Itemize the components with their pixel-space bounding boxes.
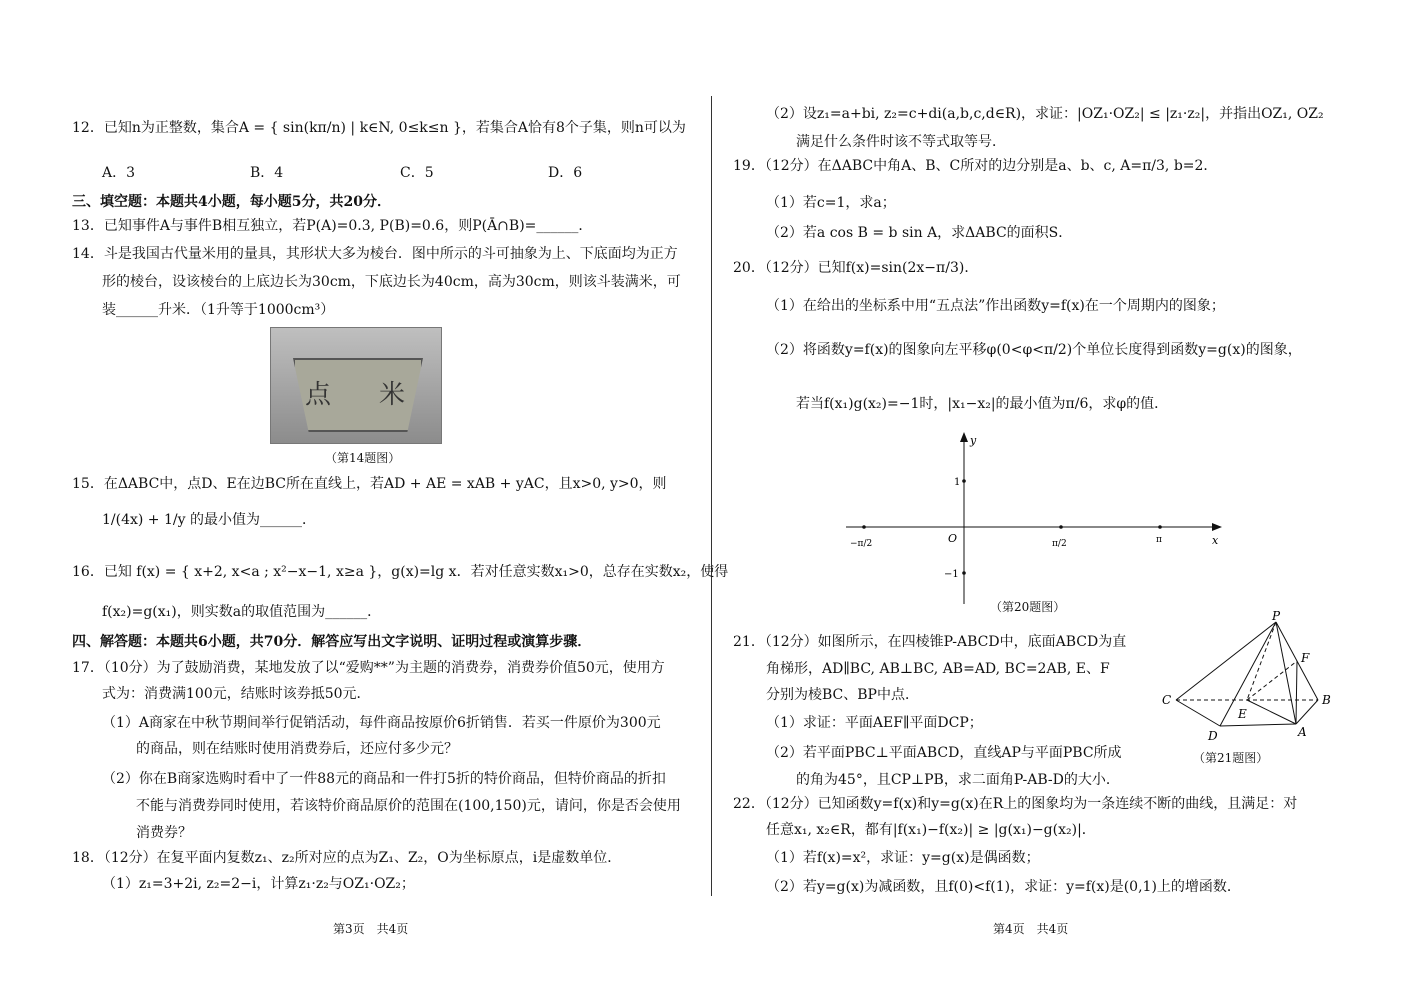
label-c: C — [1162, 693, 1172, 707]
section-3-heading: 三、填空题：本题共4小题，每小题5分，共20分． — [72, 194, 391, 210]
question-20-part1: （1）在给出的坐标系中用“五点法”作出函数y=f(x)在一个周期内的图象； — [766, 298, 1225, 314]
x-axis-arrow — [1212, 523, 1222, 531]
question-12: 12．已知n为正整数，集合A = { sin(kπ/n) | k∈N, 0≤k≤n }，若集合A恰有8个子集，则n可以为 — [72, 120, 686, 136]
dou-measure-photo — [270, 327, 442, 444]
question-17-part2-end: 消费券？ — [136, 825, 192, 841]
page-number-left: 第3页 共4页 — [333, 922, 409, 936]
edge-cd — [1176, 700, 1220, 726]
label-b: B — [1322, 693, 1331, 707]
edge-ab — [1296, 700, 1318, 724]
edge-af — [1296, 661, 1297, 724]
question-21-part1: （1）求证：平面AEF∥平面DCP； — [766, 715, 983, 731]
edge-ea — [1247, 700, 1296, 724]
question-17-part1: （1）A商家在中秋节期间举行促销活动，每件商品按原价6折销售．若买一件原价为300元 — [102, 715, 661, 731]
tick-half-pi — [1059, 525, 1063, 529]
question-21-part2: （2）若平面PBC⊥平面ABCD，直线AP与平面PBC所成 — [766, 745, 1122, 761]
page-number-right: 第4页 共4页 — [993, 922, 1069, 936]
question-18-part2-cont: 满足什么条件时该不等式取等号． — [796, 134, 1006, 150]
question-21-line3: 分别为棱BC、BP中点． — [766, 687, 919, 703]
question-15-line1: 15．在ΔABC中，点D、E在边BC所在直线上，若AD + AE = xAB + yAC，且x>0, y>0，则 — [72, 476, 667, 492]
label-p: P — [1272, 610, 1281, 623]
question-21-line2: 角梯形，AD∥BC, AB⊥BC, AB=AD, BC=2AB, E、F — [766, 661, 1110, 677]
question-19-part2: （2）若a cos B = b sin A，求ΔABC的面积S． — [766, 225, 1073, 241]
tick-pi — [1158, 525, 1162, 529]
question-15-line2: 1/(4x) + 1/y 的最小值为______． — [102, 512, 316, 528]
pyramid-diagram — [1158, 610, 1348, 750]
y-tick-label-one: 1 — [954, 477, 961, 488]
question-13: 13．已知事件A与事件B相互独立，若P(A)=0.3, P(B)=0.6，则P(Ā∩B)=______． — [72, 218, 593, 234]
tick-neg-one — [962, 571, 966, 575]
option-a: A．3 — [102, 165, 136, 181]
edge-pc — [1176, 622, 1276, 700]
coordinate-axes — [830, 428, 1230, 608]
figure-14-caption: （第14题图） — [325, 451, 401, 465]
option-b: B．4 — [250, 165, 284, 181]
question-14-line1: 14．斗是我国古代量米用的量具，其形状大多为棱台．图中所示的斗可抽象为上、下底面均为正方 — [72, 246, 678, 262]
question-17-part2: （2）你在B商家选购时看中了一件88元的商品和一件打5折的特价商品，但特价商品的折扣 — [102, 771, 666, 787]
question-17-line1: 17．（10分）为了鼓励消费，某地发放了以“爱购**”为主题的消费券，消费券价值50元，使用方 — [72, 660, 665, 676]
question-20-part2: （2）将函数y=f(x)的图象向左平移φ(0<φ<π/2)个单位长度得到函数y=g(x)的图象， — [766, 342, 1302, 358]
section-4-heading: 四、解答题：本题共6小题，共70分．解答应写出文字说明、证明过程或演算步骤． — [72, 634, 592, 650]
figure-21-caption: （第21题图） — [1193, 751, 1269, 765]
question-18-line1: 18．（12分）在复平面内复数z₁、z₂所对应的点为Z₁、Z₂，O为坐标原点，i是虚数单位． — [72, 850, 622, 866]
y-tick-label-neg-one: −1 — [944, 569, 959, 580]
question-20-part2-cont: 若当f(x₁)g(x₂)=−1时，|x₁−x₂|的最小值为π/6，求φ的值． — [796, 396, 1169, 412]
question-16-line2: f(x₂)=g(x₁)，则实数a的取值范围为______． — [102, 604, 382, 620]
tick-one — [962, 479, 966, 483]
question-21-part2-cont: 的角为45°，且CP⊥PB，求二面角P-AB-D的大小． — [796, 772, 1120, 788]
x-tick-label-neg-half-pi: −π/2 — [850, 539, 873, 549]
question-16-line1: 16．已知 f(x) = { x+2, x<a ; x²−x−1, x≥a }，g(x)=lg x．若对任意实数x₁>0，总存在实数x₂，使得 — [72, 564, 729, 580]
dou-char-left: 点 — [305, 380, 332, 410]
y-axis-arrow — [960, 432, 968, 442]
label-f: F — [1301, 651, 1310, 665]
question-22-line1: 22．（12分）已知函数y=f(x)和y=g(x)在R上的图象均为一条连续不断的曲线，且满足：对 — [733, 796, 1298, 812]
question-22-line2: 任意x₁, x₂∈R，都有|f(x₁)−f(x₂)| ≥ |g(x₁)−g(x₂)|． — [766, 822, 1096, 838]
question-14-line3: 装______升米．（1升等于1000cm³） — [102, 302, 335, 318]
question-22-part1: （1）若f(x)=x²，求证：y=g(x)是偶函数； — [766, 850, 1040, 866]
label-e: E — [1238, 707, 1247, 721]
x-tick-label-pi: π — [1156, 535, 1162, 545]
option-c: C．5 — [400, 165, 434, 181]
tick-neg-half-pi — [862, 525, 866, 529]
question-22-part2: （2）若y=g(x)为减函数，且f(0)<f(1)，求证：y=f(x)是(0,1)上的增函数． — [766, 879, 1241, 895]
question-19: 19．（12分）在ΔABC中角A、B、C所对的边分别是a、b、c, A=π/3, b=2． — [733, 158, 1218, 174]
option-d: D．6 — [548, 165, 583, 181]
column-divider — [711, 96, 712, 896]
question-20: 20．（12分）已知f(x)=sin(2x−π/3)． — [733, 260, 979, 276]
figure-20-caption: （第20题图） — [990, 600, 1066, 614]
dou-char-right: 米 — [379, 380, 406, 410]
origin-label: O — [948, 532, 958, 545]
question-17-part2-cont: 不能与消费券同时使用，若该特价商品原价的范围在(100,150)元，请问，你是否会使用 — [136, 798, 681, 814]
edge-pa — [1276, 622, 1296, 724]
question-18-part1: （1）z₁=3+2i, z₂=2−i，计算z₁·z₂与OZ₁·OZ₂； — [102, 876, 415, 892]
edge-da — [1220, 724, 1296, 726]
y-axis-label: y — [970, 434, 977, 447]
question-19-part1: （1）若c=1，求a； — [766, 195, 896, 211]
question-17-part1-cont: 的商品，则在结账时使用消费券后，还应付多少元？ — [136, 741, 458, 757]
question-18-part2: （2）设z₁=a+bi, z₂=c+di(a,b,c,d∈R)，求证：|OZ₁·OZ₂| ≤ |z₁·z₂|，并指出OZ₁, OZ₂ — [766, 106, 1324, 122]
edge-ef-hidden — [1247, 661, 1297, 700]
question-14-line2: 形的棱台，设该棱台的上底边长为30cm，下底边长为40cm，高为30cm，则该斗装满米，可 — [102, 274, 681, 290]
label-a: A — [1298, 725, 1307, 739]
x-axis-label: x — [1212, 534, 1219, 547]
question-17-line2: 式为：消费满100元，结账时该券抵50元． — [102, 686, 371, 702]
question-21-line1: 21．（12分）如图所示，在四棱锥P-ABCD中，底面ABCD为直 — [733, 634, 1127, 650]
label-d: D — [1208, 729, 1218, 743]
x-tick-label-half-pi: π/2 — [1052, 539, 1067, 549]
